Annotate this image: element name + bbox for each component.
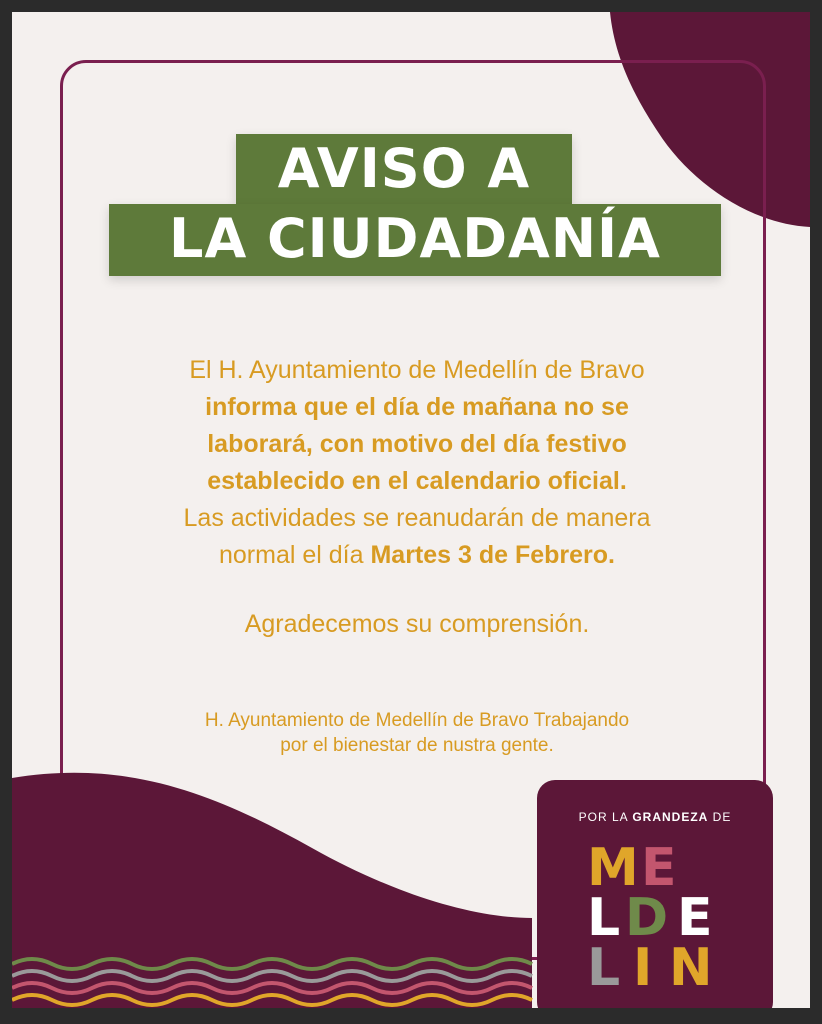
logo-letter: L xyxy=(587,888,621,948)
logo-letter: I xyxy=(633,938,653,998)
resume-date: Martes 3 de Febrero. xyxy=(370,541,615,569)
announcement-bold-line-3: establecido en el calendario oficial. xyxy=(207,467,627,495)
logo-letter: L xyxy=(587,938,621,998)
logo-wordmark xyxy=(587,838,737,998)
logo-letter: M xyxy=(587,838,639,898)
logo-tagline-part-2: DE xyxy=(708,810,732,824)
logo-letter: E xyxy=(641,838,677,898)
resume-line-2-plain: normal el día xyxy=(219,541,371,569)
announcement-bold-line-2: laborará, con motivo del día festivo xyxy=(207,430,627,458)
logo-tagline-bold: GRANDEZA xyxy=(632,810,709,824)
resume-line-2 xyxy=(122,537,712,574)
logo-tagline xyxy=(537,810,773,824)
resume-line-1: Las actividades se reanudarán de manera xyxy=(183,504,651,532)
logo-letter: D xyxy=(625,888,669,948)
footer-text xyxy=(122,708,712,758)
logo-tagline-part-1: POR LA xyxy=(578,810,633,824)
announcement-line-1: El H. Ayuntamiento de Medellín de Bravo xyxy=(189,356,645,384)
title-line-2: LA CIUDADANÍA xyxy=(109,204,721,276)
footer-line-1: H. Ayuntamiento de Medellín de Bravo Trabajando xyxy=(204,710,630,731)
logo-letter: E xyxy=(677,888,713,948)
logo-letter: N xyxy=(669,938,713,998)
title-block xyxy=(12,12,810,312)
footer-line-2: por el bienestar de nustra gente. xyxy=(280,735,554,756)
thanks-text: Agradecemos su comprensión. xyxy=(244,610,590,638)
title-line-1: AVISO A xyxy=(236,134,572,204)
flyer-canvas xyxy=(12,12,810,1008)
announcement-text xyxy=(122,352,712,574)
medellin-logo xyxy=(537,780,773,1008)
announcement-bold-line-1: informa que el día de mañana no se xyxy=(205,393,629,421)
